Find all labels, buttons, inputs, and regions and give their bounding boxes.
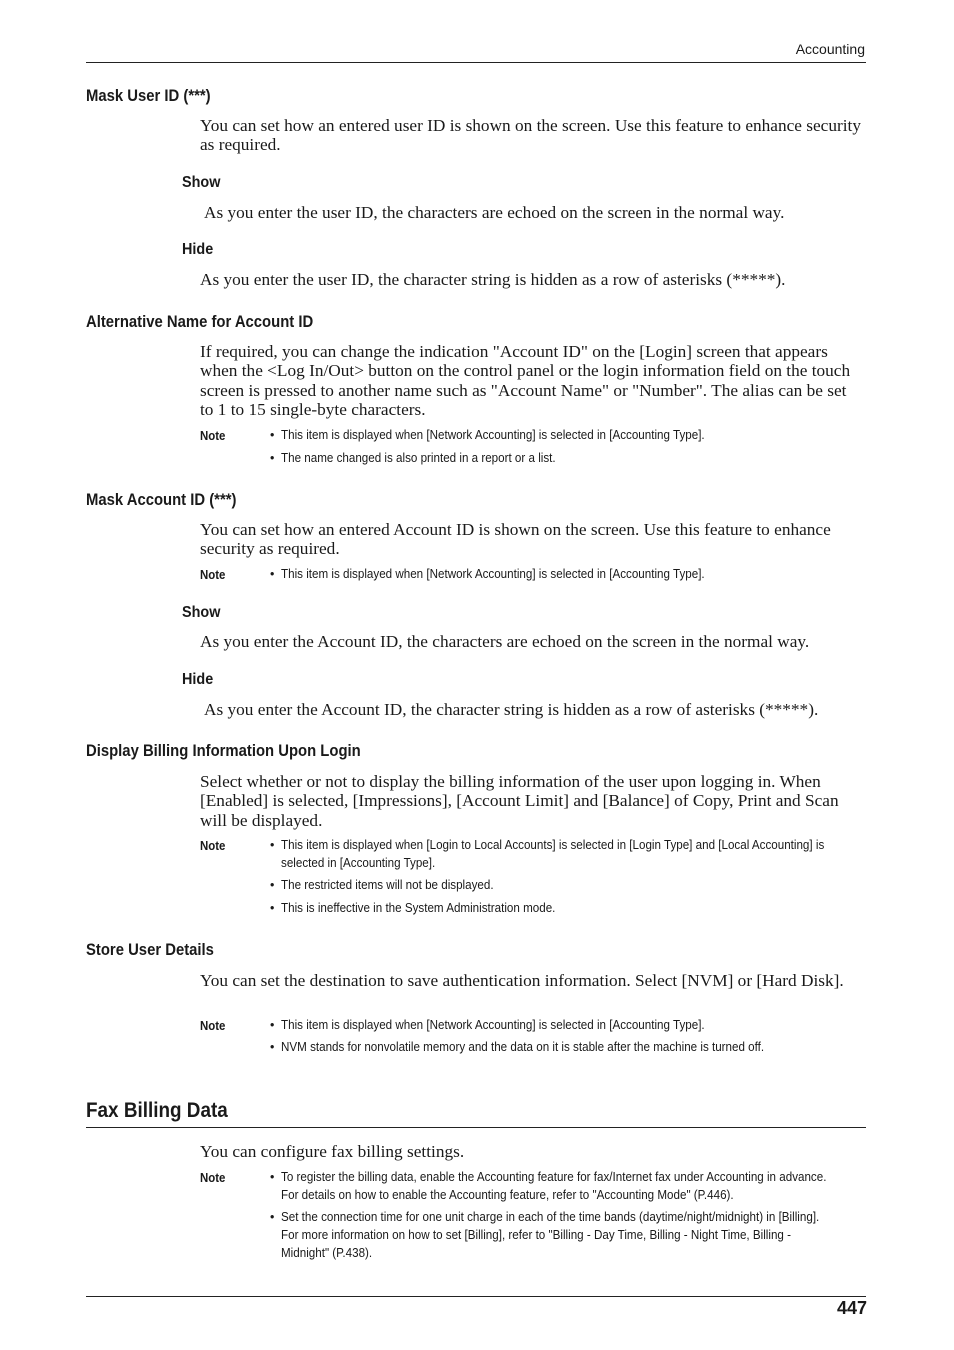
fax-billing-note-item: • Set the connection time for one unit charge in each of the time bands (daytime/night/midnight) in [Billing]. For more information on how to set [Billing], refer to "Billing - Day Time, Billing - Night Time, Billing - Midnight" (P.438). bbox=[270, 1208, 870, 1262]
fax-billing-heading: Fax Billing Data bbox=[86, 1099, 228, 1122]
alt-name-note-label: Note bbox=[200, 428, 226, 443]
store-user-body: You can set the destination to save authentication information. Select [NVM] or [Hard Disk]. bbox=[200, 971, 844, 990]
note-text: This item is displayed when [Login to Local Accounts] is selected in [Login Type] and [Local Accounting] is selected in [Accounting Type]. bbox=[281, 838, 825, 870]
display-billing-heading: Display Billing Information Upon Login bbox=[86, 742, 361, 760]
note-text: This item is displayed when [Network Accounting] is selected in [Accounting Type]. bbox=[281, 1018, 705, 1032]
mask-account-id-show-body: As you enter the Account ID, the characters are echoed on the screen in the normal way. bbox=[200, 632, 810, 651]
running-header: Accounting bbox=[795, 41, 865, 57]
store-user-note-label: Note bbox=[200, 1018, 226, 1033]
display-billing-note-label: Note bbox=[200, 838, 226, 853]
mask-user-id-body: You can set how an entered user ID is shown on the screen. Use this feature to enhance security as required. bbox=[200, 116, 861, 155]
note-text: To register the billing data, enable the Accounting feature for fax/Internet fax under Accounting in advance. For details on how to enable the Accounting feature, refer to "Accounting Mode" (P.446). bbox=[281, 1170, 827, 1202]
display-billing-note-item: • This is ineffective in the System Administration mode. bbox=[270, 899, 870, 917]
display-billing-body: Select whether or not to display the billing information of the user upon logging in. When [Enabled] is selected, [Impressions], [Account Limit] and [Balance] of Copy, Print and Scan will be displayed. bbox=[200, 772, 839, 830]
mask-account-id-show-heading: Show bbox=[182, 604, 221, 621]
footer-rule bbox=[86, 1296, 866, 1297]
mask-account-id-hide-body: As you enter the Account ID, the character string is hidden as a row of asterisks (*****). bbox=[204, 700, 819, 719]
store-user-heading: Store User Details bbox=[86, 941, 214, 959]
note-text: The name changed is also printed in a report or a list. bbox=[281, 451, 556, 465]
mask-account-id-note-label: Note bbox=[200, 567, 226, 582]
fax-billing-note-label: Note bbox=[200, 1170, 226, 1185]
alt-name-note-item: • The name changed is also printed in a report or a list. bbox=[270, 449, 870, 467]
mask-account-id-note-item: • This item is displayed when [Network Accounting] is selected in [Accounting Type]. bbox=[270, 565, 870, 583]
note-text: This item is displayed when [Network Accounting] is selected in [Accounting Type]. bbox=[281, 428, 705, 442]
alt-name-heading: Alternative Name for Account ID bbox=[86, 313, 314, 331]
display-billing-note-item: • The restricted items will not be displayed. bbox=[270, 876, 870, 894]
note-text: This item is displayed when [Network Accounting] is selected in [Accounting Type]. bbox=[281, 567, 705, 581]
note-text: Set the connection time for one unit charge in each of the time bands (daytime/night/midnight) in [Billing]. For more information on how to set [Billing], refer to "Billing - Day Time, Billing - Night Time, Billing - Midnight" (P.438). bbox=[281, 1210, 820, 1260]
fax-billing-body: You can configure fax billing settings. bbox=[200, 1142, 465, 1161]
store-user-note-item: • NVM stands for nonvolatile memory and the data on it is stable after the machine is turned off. bbox=[270, 1038, 870, 1056]
header-rule bbox=[86, 62, 866, 63]
note-text: This is ineffective in the System Administration mode. bbox=[281, 901, 556, 915]
mask-user-id-show-body: As you enter the user ID, the characters are echoed on the screen in the normal way. bbox=[204, 203, 785, 222]
note-text: The restricted items will not be displayed. bbox=[281, 878, 494, 892]
mask-account-id-body: You can set how an entered Account ID is shown on the screen. Use this feature to enhance security as required. bbox=[200, 520, 831, 559]
alt-name-body: If required, you can change the indication "Account ID" on the [Login] screen that appears when the <Log In/Out> button on the control panel or the login information field on the touch screen is pressed to another name such as "Account Name" or "Number". The alias can be set to 1 to 15 single-byte characters. bbox=[200, 342, 851, 419]
store-user-note-item: • This item is displayed when [Network Accounting] is selected in [Accounting Type]. bbox=[270, 1016, 870, 1034]
mask-account-id-hide-heading: Hide bbox=[182, 671, 214, 688]
mask-user-id-hide-body: As you enter the user ID, the character string is hidden as a row of asterisks (*****). bbox=[200, 270, 786, 289]
display-billing-note-item: • This item is displayed when [Login to Local Accounts] is selected in [Login Type] and [Local Accounting] is selected in [Accounting Type]. bbox=[270, 836, 870, 872]
page-number: 447 bbox=[836, 1298, 867, 1318]
note-text: NVM stands for nonvolatile memory and the data on it is stable after the machine is turned off. bbox=[281, 1040, 765, 1054]
alt-name-note-item: • This item is displayed when [Network Accounting] is selected in [Accounting Type]. bbox=[270, 426, 870, 444]
section-rule bbox=[86, 1127, 866, 1128]
fax-billing-note-item: • To register the billing data, enable the Accounting feature for fax/Internet fax under Accounting in advance. For details on how to enable the Accounting feature, refer to "Accounting Mode" (P.446). bbox=[270, 1168, 870, 1204]
mask-account-id-heading: Mask Account ID (***) bbox=[86, 491, 237, 509]
mask-user-id-show-heading: Show bbox=[182, 174, 221, 191]
mask-user-id-heading: Mask User ID (***) bbox=[86, 87, 211, 105]
mask-user-id-hide-heading: Hide bbox=[182, 241, 214, 258]
